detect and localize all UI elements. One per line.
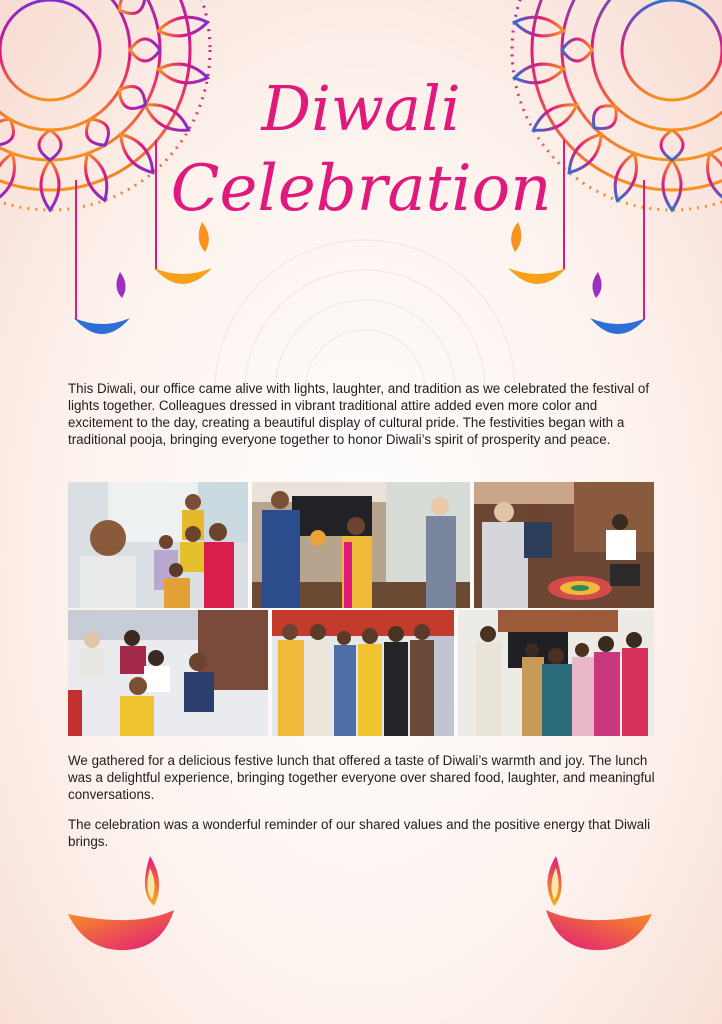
diya-lamp-icon (66, 852, 176, 956)
photo-women-group (458, 610, 654, 736)
lunch-paragraph: We gathered for a delicious festive lunch that offered a taste of Diwali’s warmth and joy. The lunch was a delightful experience, bringing together everyone over shared food, laughter, and meaningful conversations. (68, 753, 655, 802)
photo-seated-group (68, 610, 268, 736)
page-title-line-1: Diwali (261, 72, 461, 145)
closing-paragraph: The celebration was a wonderful reminder of our shared values and the positive energy that Diwali brings. (68, 817, 651, 849)
intro-paragraph: This Diwali, our office came alive with lights, laughter, and tradition as we celebrated the festival of lights together. Colleagues dressed in vibrant traditional attire added even more color and excitement to the day, creating a beautiful display of cultural pride. The festivities began with a traditional pooja, bringing everyone together to honor Diwali’s spirit of prosperity and peace. (68, 381, 650, 447)
diya-lamp-icon (542, 852, 654, 956)
photo-pooja-rangoli (474, 482, 654, 608)
page-title-line-2: Celebration (170, 152, 552, 226)
photo-presenters (252, 482, 470, 608)
photo-team-standing (272, 610, 454, 736)
photo-group-selfie (68, 482, 248, 608)
